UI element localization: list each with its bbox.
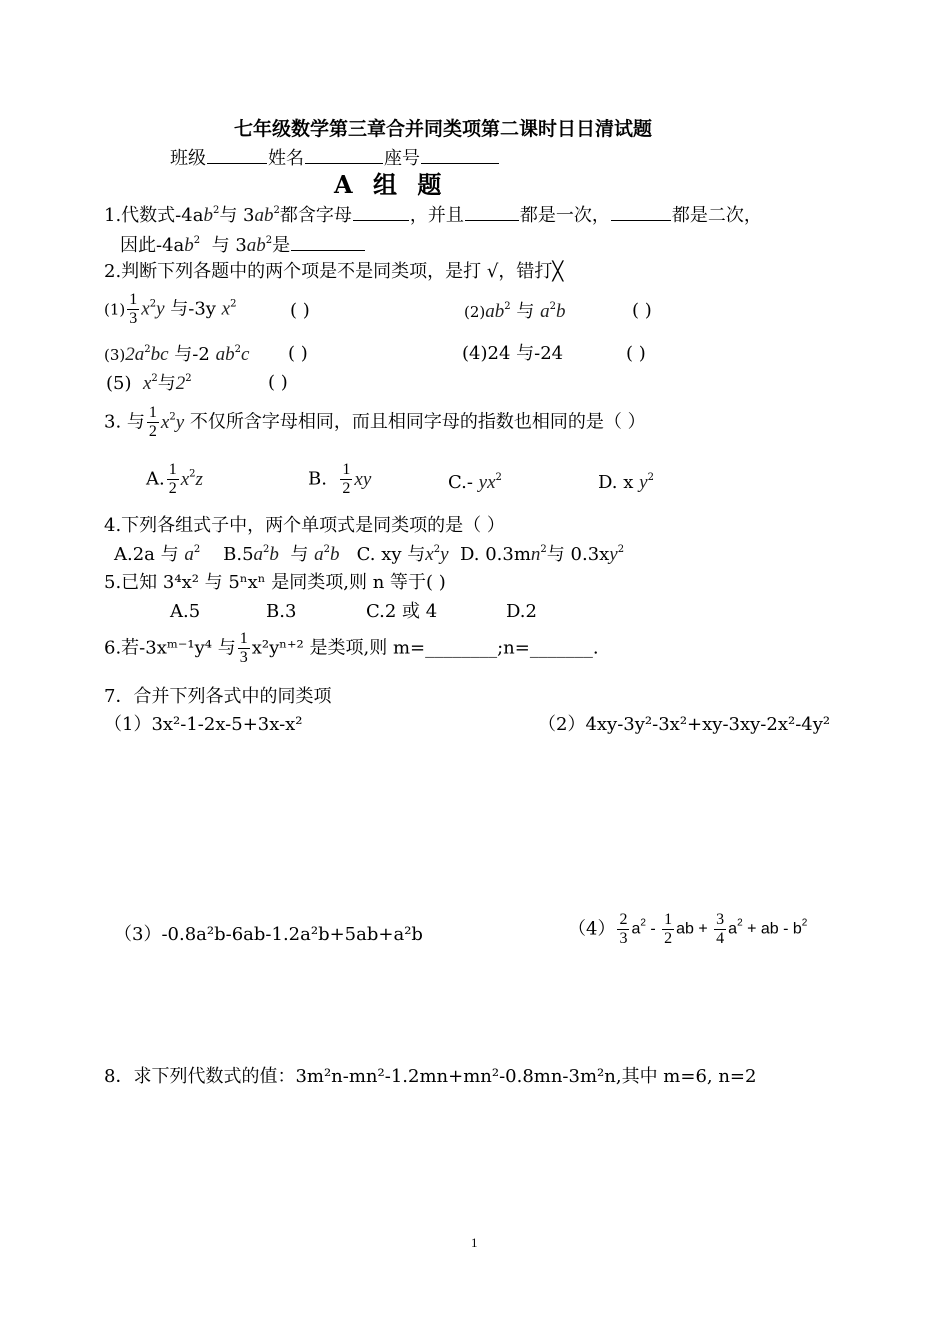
question-1-line-2 bbox=[120, 234, 366, 255]
q1-text: 因此-4a bbox=[120, 235, 185, 256]
q2-item-1 bbox=[104, 292, 236, 327]
exp: 2 bbox=[549, 301, 556, 312]
q3-option-d[interactable] bbox=[598, 473, 654, 492]
math-x: x bbox=[180, 469, 190, 490]
item-label: (5) bbox=[106, 373, 132, 394]
exp: 2 bbox=[495, 472, 502, 483]
math-x: x bbox=[141, 298, 150, 320]
q1-text: 1.代数式-4a bbox=[104, 205, 204, 226]
q4-option-a[interactable]: A.2a 与 $a^2$ bbox=[114, 544, 201, 565]
exp: 2 bbox=[212, 205, 220, 216]
q1-text: 都含字母 bbox=[279, 205, 352, 226]
q1-text: 都是二次， bbox=[671, 205, 762, 226]
seat-blank[interactable] bbox=[421, 147, 499, 164]
math-ab: ab bbox=[676, 920, 694, 938]
math-ab: ab bbox=[485, 301, 505, 322]
fraction-two-thirds: $\frac{2}{3}$ bbox=[619, 911, 628, 947]
q1-text: ，并且 bbox=[409, 205, 464, 226]
q1-text: 都是一次， bbox=[519, 205, 610, 226]
exp: 2 bbox=[193, 235, 201, 246]
fraction-one-half: $\frac{1}{2}$ bbox=[168, 461, 177, 497]
q7-part-2: （2）4xy-3y²-3x²+xy-3xy-2x²-4y² bbox=[538, 714, 831, 735]
q3-text: 3. 与 bbox=[104, 411, 145, 433]
q5-option-d[interactable]: D.2 bbox=[506, 601, 537, 622]
exp: 2 bbox=[230, 298, 237, 310]
q6-text: x²yⁿ⁺² 是类项,则 m=________;n=_______. bbox=[251, 637, 599, 659]
question-3-stem bbox=[104, 405, 646, 440]
math-a: a bbox=[540, 301, 550, 322]
math-a: a bbox=[728, 920, 738, 938]
name-blank[interactable] bbox=[305, 147, 383, 164]
item-label: (1) bbox=[104, 300, 126, 319]
item-text: 与-3y bbox=[170, 298, 216, 320]
exp: 2 bbox=[169, 411, 176, 423]
q5-option-c[interactable]: C.2 或 4 bbox=[366, 601, 438, 622]
q4-option-b[interactable]: $B.5a^2b$ 与 $a^2b$ bbox=[223, 544, 340, 565]
q4-option-d[interactable]: D. $0.3mn^2$与 $0.3xy^2$ bbox=[459, 544, 625, 565]
item-text: 与 bbox=[516, 301, 535, 322]
page-number: 1 bbox=[471, 1235, 478, 1250]
q2-item-2 bbox=[464, 302, 565, 321]
item-text: 与 bbox=[157, 373, 176, 394]
q1-text: 与 3 bbox=[219, 205, 255, 226]
q2-item-1-answer[interactable]: ( ) bbox=[290, 300, 310, 321]
q4-option-c[interactable]: C. xy 与$x^2y$ bbox=[356, 544, 449, 565]
math-b: b bbox=[203, 205, 213, 226]
q3-option-c[interactable] bbox=[448, 473, 502, 492]
q1-text: 是 bbox=[272, 235, 291, 256]
fraction-one-half: $\frac{1}{2}$ bbox=[148, 404, 157, 440]
math-a: a bbox=[631, 920, 641, 938]
q7-part-4: （4） $\frac{2}{3}$ $a^2$ - $\frac{1}{2}$ ab + $\frac{3}{4}$ $a^2$ + ab - $b^2$ bbox=[568, 911, 808, 947]
q1-text: 与 3 bbox=[211, 235, 247, 256]
q2-item-3 bbox=[104, 345, 249, 364]
item-text: 与-2 bbox=[174, 344, 210, 365]
q5-option-a[interactable]: A.5 bbox=[170, 601, 201, 622]
math-z: z bbox=[195, 469, 203, 490]
math-xy: xy bbox=[354, 469, 372, 490]
math-a: a bbox=[134, 344, 145, 365]
question-4-stem: 4.下列各组式子中，两个单项式是同类项的是（ ） bbox=[104, 515, 505, 536]
math-y: y bbox=[639, 472, 648, 493]
exp: 2 bbox=[647, 472, 654, 483]
fraction-one-third: $\frac{1}{3}$ bbox=[129, 291, 138, 327]
exp: 2 bbox=[185, 373, 192, 384]
math-y: y bbox=[175, 412, 185, 433]
fraction-one-third: $\frac{1}{3}$ bbox=[239, 630, 248, 666]
question-7-stem: 7．合并下列各式中的同类项 bbox=[104, 686, 332, 707]
q5-option-b[interactable]: B.3 bbox=[266, 601, 297, 622]
option-label: C.- bbox=[448, 472, 473, 493]
seat-label: 座号 bbox=[384, 148, 420, 169]
q1-blank-conclusion[interactable] bbox=[291, 234, 365, 251]
math-b: b bbox=[792, 920, 802, 938]
question-2-stem: 2.判断下列各题中的两个项是不是同类项，是打 √，错打╳ bbox=[104, 261, 564, 282]
math-x: x bbox=[221, 298, 231, 320]
fraction-three-fourths: $\frac{3}{4}$ bbox=[716, 911, 725, 947]
q3-option-a[interactable] bbox=[146, 462, 203, 497]
math-ab: ab bbox=[760, 920, 779, 938]
math-x: x bbox=[160, 412, 170, 433]
option-label: B. bbox=[308, 468, 327, 490]
q2-item-5 bbox=[106, 374, 192, 393]
exp: 2 bbox=[273, 205, 280, 216]
q2-item-4: (4)24 与-24 bbox=[462, 343, 564, 364]
student-info-line bbox=[170, 147, 500, 168]
math-2: 2 bbox=[125, 344, 135, 365]
item-label: (2) bbox=[464, 303, 486, 321]
item-label: （4） bbox=[568, 918, 616, 940]
q2-item-2-answer[interactable]: ( ) bbox=[632, 300, 652, 321]
exp: 2 bbox=[149, 298, 157, 310]
name-label: 姓名 bbox=[268, 148, 304, 169]
q1-blank-letters[interactable] bbox=[353, 204, 409, 221]
q4-options bbox=[114, 545, 624, 564]
q3-option-b[interactable] bbox=[308, 462, 371, 497]
q6-text: 6.若-3xᵐ⁻¹y⁴ 与 bbox=[104, 637, 236, 659]
q2-item-5-answer[interactable]: ( ) bbox=[268, 372, 288, 393]
math-bc: bc bbox=[150, 344, 169, 365]
question-5-stem: 5.已知 3⁴x² 与 5ⁿxⁿ 是同类项,则 n 等于( ) bbox=[104, 572, 446, 593]
question-6 bbox=[104, 631, 599, 666]
exp: 2 bbox=[265, 235, 273, 246]
option-label: D. x bbox=[598, 472, 634, 493]
group-heading: A 组 题 bbox=[334, 170, 448, 199]
q2-item-4-answer[interactable]: ( ) bbox=[626, 343, 646, 364]
question-1-line-1 bbox=[104, 204, 762, 225]
class-label: 班级 bbox=[170, 148, 206, 169]
exp: 2 bbox=[144, 344, 151, 355]
q3-text: 不仅所含字母相同，而且相同字母的指数也相同的是（ ） bbox=[189, 411, 646, 433]
question-8: 8．求下列代数式的值：3m²n-mn²-1.2mn+mn²-0.8mn-3m²n,其中 m=6, n=2 bbox=[104, 1066, 757, 1087]
fraction-one-half: $\frac{1}{2}$ bbox=[664, 911, 673, 947]
q2-item-3-answer[interactable]: ( ) bbox=[288, 343, 308, 364]
math-yx: yx bbox=[478, 472, 496, 493]
exp: 2 bbox=[504, 301, 511, 312]
math-b: b bbox=[184, 235, 194, 256]
q1-blank-linear[interactable] bbox=[465, 204, 519, 221]
math-y: y bbox=[156, 298, 165, 320]
fraction-one-half: $\frac{1}{2}$ bbox=[342, 461, 351, 497]
exp: 2 bbox=[189, 468, 196, 480]
exp: 2 bbox=[737, 917, 743, 929]
math-x: x bbox=[142, 373, 152, 394]
exp: 2 bbox=[234, 344, 241, 355]
page-title: 七年级数学第三章合并同类项第二课时日日清试题 bbox=[234, 118, 653, 140]
math-ab: ab bbox=[254, 205, 274, 226]
option-label: A. bbox=[146, 468, 165, 490]
math-c: c bbox=[240, 344, 250, 365]
exp: 2 bbox=[640, 917, 646, 929]
math-2: 2 bbox=[175, 373, 186, 394]
math-ab: ab bbox=[215, 344, 235, 365]
q1-blank-quadratic[interactable] bbox=[611, 204, 671, 221]
exp: 2 bbox=[151, 373, 158, 384]
q7-part-1: （1）3x²-1-2x-5+3x-x² bbox=[104, 714, 303, 735]
math-b: b bbox=[555, 301, 566, 322]
item-label: (3) bbox=[104, 346, 126, 364]
class-blank[interactable] bbox=[207, 147, 267, 164]
exp: 2 bbox=[801, 917, 808, 929]
q7-part-3: （3）-0.8a²b-6ab-1.2a²b+5ab+a²b bbox=[114, 924, 423, 945]
math-ab: ab bbox=[246, 235, 266, 256]
